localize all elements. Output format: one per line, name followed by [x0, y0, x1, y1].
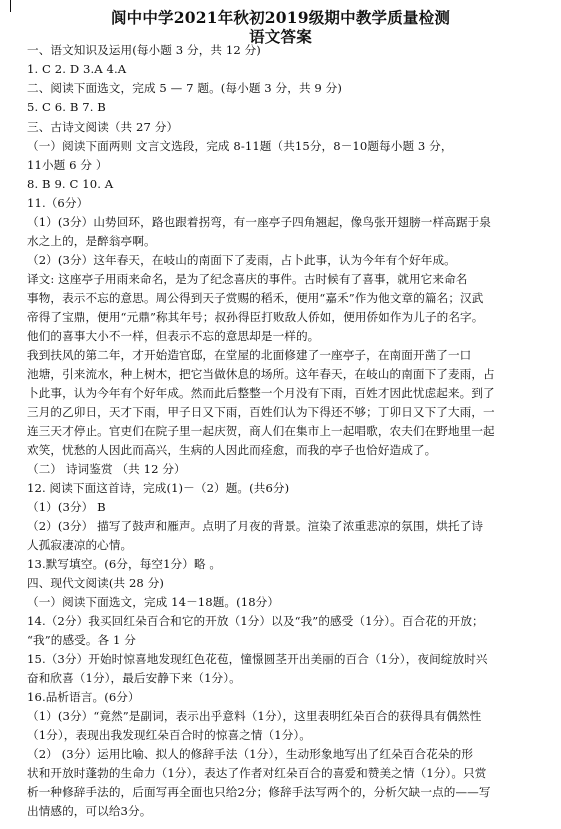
- answer-line: 1. C 2. D 3.A 4.A: [27, 62, 127, 76]
- answer-line: 11小题 6 分 ）: [27, 158, 108, 172]
- answer-line: 15.（3分）开始时惊喜地发现红色花苞，憧憬圆茎开出美丽的百合（1分），夜间绽放时兴: [27, 652, 488, 666]
- document-title: 阆中中学2021年秋初2019级期中教学质量检测: [110, 8, 451, 27]
- answer-line: （1）(3分）“竟然”是副词，表示出乎意料（1分），这里表明红朵百合的获得具有偶然性: [27, 709, 482, 723]
- answer-line: 出情感的，可以给3分。: [27, 804, 152, 818]
- answer-line: 一、语文知识及运用(每小题 3 分，共 12 分): [27, 43, 261, 57]
- answer-line: 奋和欣喜（1分），最后安静下来（1分）。: [27, 671, 241, 685]
- answer-line: 5. C 6. B 7. B: [27, 100, 106, 114]
- answer-line: 13.默写填空。(6分，每空1分）略 。: [27, 557, 222, 571]
- answer-line: 他们的喜事大小不一样，但表示不忘的意思却是一样的。: [27, 329, 320, 343]
- answer-line: （1）(3分）山势回环，路也跟着拐弯，有一座亭子四角翘起，像鸟张开翅膀一样高踞于泉: [27, 215, 491, 229]
- answer-line: 事物，表示不忘的意思。周公得到天子赏赐的稻禾，便用“嘉禾”作为他文章的篇名；汉武: [27, 291, 484, 305]
- answer-line: （2）(3分） 描写了鼓声和雁声。点明了月夜的背景。渲染了浓重悲凉的氛围，烘托了诗: [27, 519, 484, 533]
- answer-line: （1分），表现出我发现红朵百合时的惊喜之情（1分）。: [27, 728, 312, 742]
- answer-line: 帝得了宝鼎，便用“元鼎”称其年号；叔孙得臣打败敌人侨如，便用侨如作为儿子的名字。: [27, 310, 484, 324]
- answer-line: （一）阅读下面两则 文言文选段，完成 8-11题（共15分，8－10题每小题 3 分，: [27, 139, 453, 153]
- answer-line: 我到扶风的第二年，才开始造官邸，在堂屋的北面修建了一座亭子，在南面开凿了一口: [27, 348, 472, 362]
- answer-line: （二） 诗词鉴赏 （共 12 分）: [27, 462, 186, 476]
- answer-line: （2）(3分）这年春天，在岐山的南面下了麦雨，占卜此事，认为今年有个好年成。: [27, 253, 456, 267]
- answer-line: 译文: 这座亭子用雨来命名，是为了纪念喜庆的事件。古时候有了喜事，就用它来命名: [27, 272, 468, 286]
- answer-line: 水之上的，是醉翁亭啊。: [27, 234, 156, 248]
- answer-line: 11.（6分）: [27, 196, 89, 210]
- answer-line: 四、现代文阅读(共 28 分): [27, 576, 165, 590]
- answer-line: 三、古诗文阅读（共 27 分）: [27, 120, 179, 134]
- answer-line: 16.品析语言。(6分）: [27, 690, 140, 704]
- answer-line: 14.（2分）我买回红朵百合和它的开放（1分）以及“我”的感受（1分）。百合花的开放；: [27, 614, 484, 628]
- answer-line: （一）阅读下面选文，完成 14－18题。(18分）: [27, 595, 280, 609]
- answer-line: 12. 阅读下面这首诗，完成(1)－（2）题。(共6分): [27, 481, 290, 495]
- answer-line: 二、阅读下面选文，完成 5 — 7 题。(每小题 3 分，共 9 分): [27, 81, 343, 95]
- answer-line: 人孤寂凄凉的心情。: [27, 538, 133, 552]
- answer-line: 三月的乙卯日，天才下雨，甲子日又下雨，百姓们认为下得还不够；丁卯日又下了大雨，一: [27, 405, 495, 419]
- answer-line: （1）(3分） B: [27, 500, 106, 514]
- answer-line: 连三天才停止。官吏们在院子里一起庆贺，商人们在集市上一起唱歌，农夫们在野地里一起: [27, 424, 495, 438]
- answer-line: 卜此事，认为今年有个好年成。然而此后整整一个月没有下雨，百姓才因此忧虑起来。到了: [27, 386, 495, 400]
- answer-line: 状和开放时蓬勃的生命力（1分），表达了作者对红朵百合的喜爱和赞美之情（1分）。只赏: [27, 766, 487, 780]
- answer-line: 欢笑，忧愁的人因此而高兴，生病的人因此而痊愈，而我的亭子也恰好造成了。: [27, 443, 437, 457]
- answer-line: “我”的感受。各 1 分: [27, 633, 136, 647]
- answer-line: 析一种修辞手法的，后面写再全面也只给2分；修辞手法写两个的，分析欠缺一点的——写: [27, 785, 491, 799]
- document-subtitle: 语文答案: [249, 27, 312, 46]
- answer-line: 池塘，引来流水，种上树木，把它当做休息的场所。这年春天，在岐山的南面下了麦雨，占: [27, 367, 495, 381]
- answer-line: 8. B 9. C 10. A: [27, 177, 114, 191]
- answer-line: （2） (3分）运用比喻、拟人的修辞手法（1分），生动形象地写出了红朵百合花朵的形: [27, 747, 474, 761]
